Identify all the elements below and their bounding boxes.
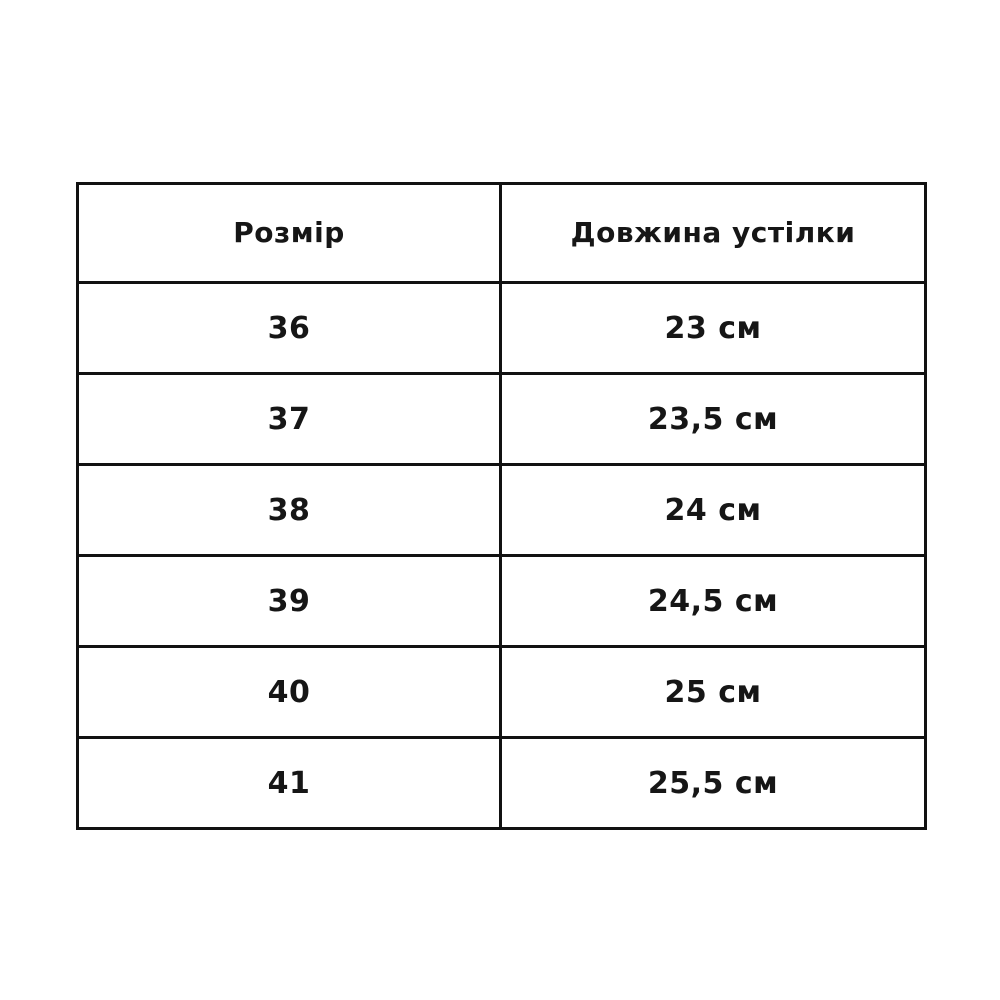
cell-size-value: 36 (267, 310, 311, 346)
table-row (78, 374, 926, 465)
column-header-size (78, 184, 501, 283)
cell-insole-length-value: 24 см (664, 492, 762, 528)
cell-insole-length-value: 25,5 см (647, 765, 779, 801)
table-header-row (78, 184, 926, 283)
cell-size-value: 39 (267, 583, 311, 619)
table-row (78, 465, 926, 556)
cell-insole-length (501, 556, 926, 647)
column-header-insole-length-label: Довжина устілки (570, 215, 856, 249)
cell-size (78, 283, 501, 374)
table-row (78, 647, 926, 738)
cell-size-value: 38 (267, 492, 311, 528)
cell-size (78, 465, 501, 556)
cell-insole-length-value: 23 см (664, 310, 762, 346)
size-chart-container (76, 182, 924, 830)
table-row (78, 283, 926, 374)
cell-insole-length-value: 23,5 см (647, 401, 779, 437)
column-header-insole-length (501, 184, 926, 283)
cell-insole-length (501, 283, 926, 374)
cell-size-value: 40 (267, 674, 311, 710)
cell-size (78, 738, 501, 829)
column-header-size-label: Розмір (233, 215, 345, 249)
size-chart-table (76, 182, 927, 830)
cell-insole-length-value: 25 см (664, 674, 762, 710)
cell-size (78, 647, 501, 738)
cell-insole-length (501, 374, 926, 465)
cell-insole-length (501, 647, 926, 738)
cell-size-value: 37 (267, 401, 311, 437)
cell-insole-length (501, 738, 926, 829)
cell-insole-length-value: 24,5 см (647, 583, 779, 619)
table-header (78, 184, 926, 283)
table-row (78, 556, 926, 647)
table-row (78, 738, 926, 829)
cell-size-value: 41 (267, 765, 311, 801)
cell-insole-length (501, 465, 926, 556)
cell-size (78, 374, 501, 465)
cell-size (78, 556, 501, 647)
table-body (78, 283, 926, 829)
